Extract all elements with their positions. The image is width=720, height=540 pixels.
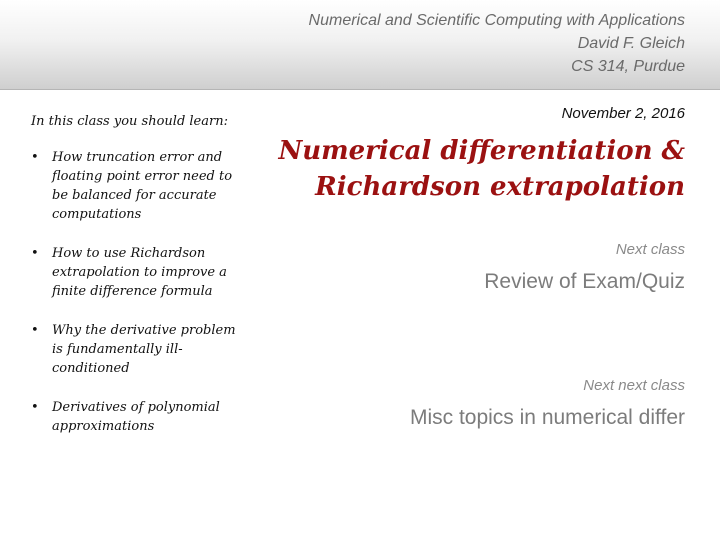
objective-item <box>31 148 246 224</box>
objective-item <box>31 321 246 378</box>
next-next-class-label: Next next class <box>583 377 685 394</box>
objective-text: Derivatives of polynomial approximations <box>52 400 220 434</box>
lecture-title: Numerical differentiation & Richardson extrapolation <box>278 136 685 202</box>
bullet-icon: • <box>31 246 39 261</box>
bullet-icon: • <box>31 323 39 338</box>
bullet-icon: • <box>31 400 39 415</box>
objective-text: How truncation error and floating point error need to be balanced for accurate computations <box>52 150 233 222</box>
next-class-label: Next class <box>615 241 685 258</box>
objectives-list <box>31 148 246 436</box>
objectives-intro: In this class you should learn: <box>31 114 228 129</box>
objective-item <box>31 244 246 301</box>
next-class-topic: Review of Exam/Quiz <box>484 270 685 293</box>
next-next-class-topic: Misc topics in numerical differ <box>409 406 685 429</box>
objective-text: How to use Richardson extrapolation to improve a finite difference formula <box>52 246 227 299</box>
slide-header <box>0 0 720 90</box>
lecture-date: November 2, 2016 <box>561 105 685 122</box>
objective-text: Why the derivative problem is fundamentally ill-conditioned <box>52 323 236 376</box>
course-title: Numerical and Scientific Computing with Applications <box>308 12 685 29</box>
learning-objectives <box>31 112 246 456</box>
course-code: CS 314, Purdue <box>571 58 685 75</box>
objective-item <box>31 398 246 436</box>
instructor-name: David F. Gleich <box>577 35 685 52</box>
bullet-icon: • <box>31 150 39 165</box>
